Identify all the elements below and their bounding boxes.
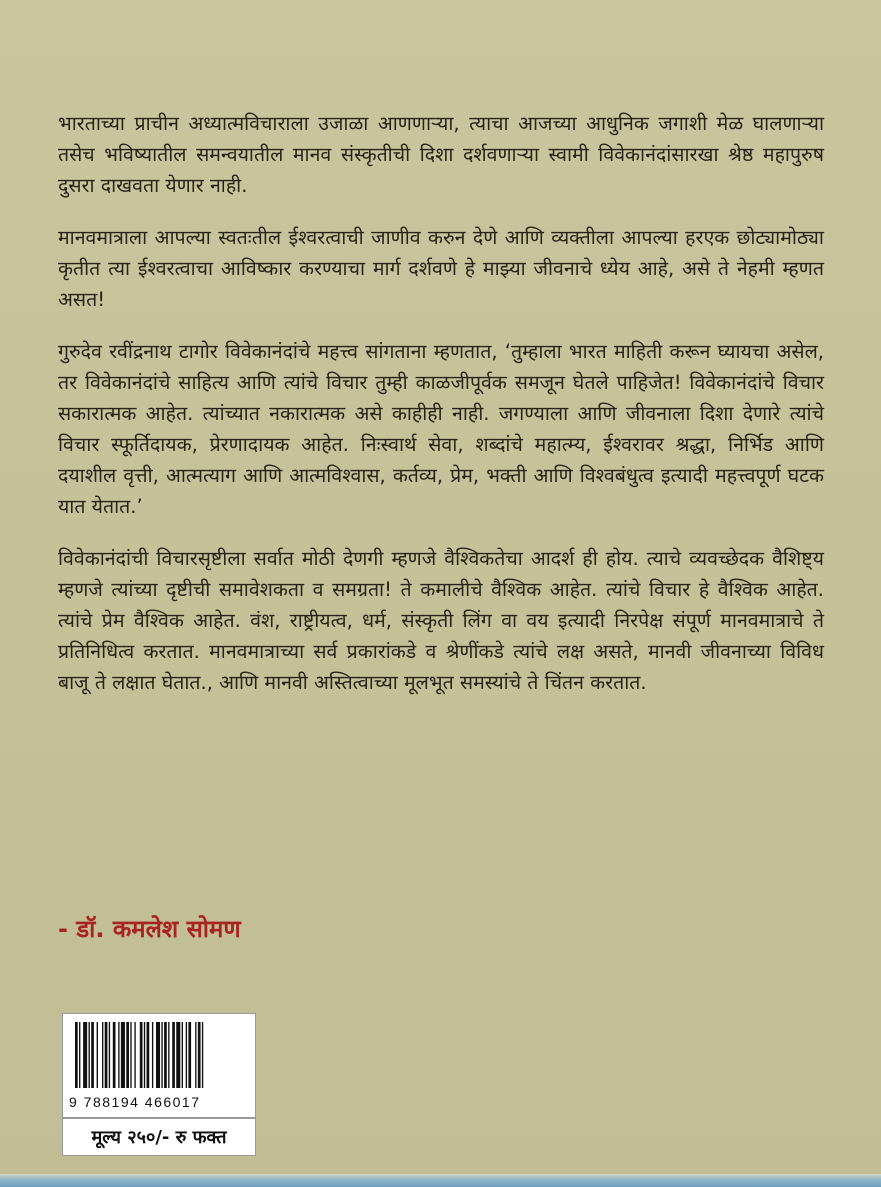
- barcode-bar: [156, 1022, 160, 1088]
- barcode-bar: [172, 1022, 175, 1088]
- paragraph-2: मानवमात्राला आपल्या स्वतःतील ईश्वरत्वाची जाणीव करुन देणे आणि व्यक्तीला आपल्या हरएक छोट्यामोठ्या कृतीत त्या ईश्वरत्वाचा आविष्कार करण्याचा मार्ग दर्शवणे हे माझ्या जीवनाचे ध्येय आहे, असे ते नेहमी म्हणत असत!: [58, 226, 824, 311]
- barcode-bar: [102, 1022, 103, 1088]
- paragraph-4: विवेकानंदांची विचारसृष्टीला सर्वात मोठी देणगी म्हणजे वैश्विकतेचा आदर्श ही होय. त्याचे व्यवच्छेदक वैशिष्ट्य म्हणजे त्यांच्या दृष्टीची समावेशकता व समग्रता! ते कमालीचे वैश्विक आहेत. त्यांचे विचार हे वैश्विक आहेत. त्यांचे प्रेम वैश्विक आहेत. वंश, राष्ट्रीयत्व, धर्म, संस्कृती लिंग वा वय इत्यादी निरपेक्ष संपूर्ण मानवमात्राचे ते प्रतिनिधित्व करतात. मानवमात्राच्या सर्व प्रकारांकडे व श्रेणींकडे त्यांचे लक्ष असते, मानवी जीवनाच्या विविध बाजू ते लक्षात घेतात., आणि मानवी अस्तित्वाच्या मूलभूत समस्यांचे ते चिंतन करतात.: [58, 547, 824, 694]
- author-signature: - डॉ. कमलेश सोमण: [58, 915, 241, 943]
- barcode-bar: [134, 1022, 135, 1088]
- paragraph-1: भारताच्या प्राचीन अध्यात्मविचाराला उजाळा आणणाऱ्या, त्याचा आजच्या आधुनिक जगाशी मेळ घालणाऱ्या तसेच भविष्यातील समन्वयातील मानव संस्कृतीची दिशा दर्शवणाऱ्या स्वामी विवेकानंदांसारखा श्रेष्ठ महापुरुष दुसरा दाखवता येणार नाही.: [58, 112, 824, 197]
- barcode-bar: [161, 1022, 162, 1088]
- blurb-text: [58, 108, 824, 719]
- barcode-bar: [79, 1022, 80, 1088]
- barcode-bar: [144, 1022, 145, 1088]
- barcode-bar: [130, 1022, 131, 1088]
- barcode-bar: [109, 1022, 110, 1088]
- barcode-bar: [176, 1022, 180, 1088]
- bottom-edge: [0, 1174, 881, 1187]
- barcode-bar: [164, 1022, 167, 1088]
- barcode-bar: [140, 1022, 143, 1088]
- barcode-bar: [89, 1022, 90, 1088]
- isbn-number: 9 788194 466017: [69, 1094, 201, 1110]
- barcode-bar: [118, 1022, 119, 1088]
- barcode-bar: [97, 1022, 98, 1088]
- barcode-bar: [152, 1022, 153, 1088]
- barcode-bar: [75, 1022, 78, 1088]
- barcode-bar: [105, 1022, 108, 1088]
- barcode-image: [73, 1022, 245, 1092]
- barcode-bar: [113, 1022, 116, 1088]
- barcode-bar: [147, 1022, 150, 1088]
- barcode-bar: [91, 1022, 94, 1088]
- barcode-bar: [182, 1022, 183, 1088]
- barcode-bar: [83, 1022, 87, 1088]
- barcode-bar: [188, 1022, 191, 1088]
- barcode-bar: [202, 1022, 203, 1088]
- barcode-bar: [186, 1022, 187, 1088]
- barcode-panel: [62, 1013, 256, 1118]
- barcode-bar: [126, 1022, 129, 1088]
- barcode-bar: [121, 1022, 125, 1088]
- paragraph-3: गुरुदेव रवींद्रनाथ टागोर विवेकानंदांचे महत्त्व सांगताना म्हणतात, ‘तुम्हाला भारत माहिती करून घ्यायचा असेल, तर विवेकानंदांचे साहित्य आणि त्यांचे विचार तुम्ही काळजीपूर्वक समजून घेतले पाहिजेत! विवेकानंदांचे विचार सकारात्मक आहेत. त्यांच्यात नकारात्मक असे काहीही नाही. जगण्याला आणि जीवनाला दिशा देणारे त्यांचे विचार स्फूर्तिदायक, प्रेरणादायक आहेत. निःस्वार्थ सेवा, शब्दांचे महात्म्य, ईश्वरावर श्रद्धा, निर्भिड आणि दयाशील वृत्ती, आत्मत्याग आणि आत्मविश्वास, कर्तव्य, प्रेम, भक्ती आणि विश्वबंधुत्व इत्यादी महत्त्वपूर्ण घटक यात येतात.’: [58, 340, 824, 518]
- barcode-bar: [195, 1022, 196, 1088]
- price-label: मूल्य २५०/- रु फक्त: [62, 1118, 256, 1156]
- barcode-bar: [198, 1022, 201, 1088]
- barcode-bar: [168, 1022, 169, 1088]
